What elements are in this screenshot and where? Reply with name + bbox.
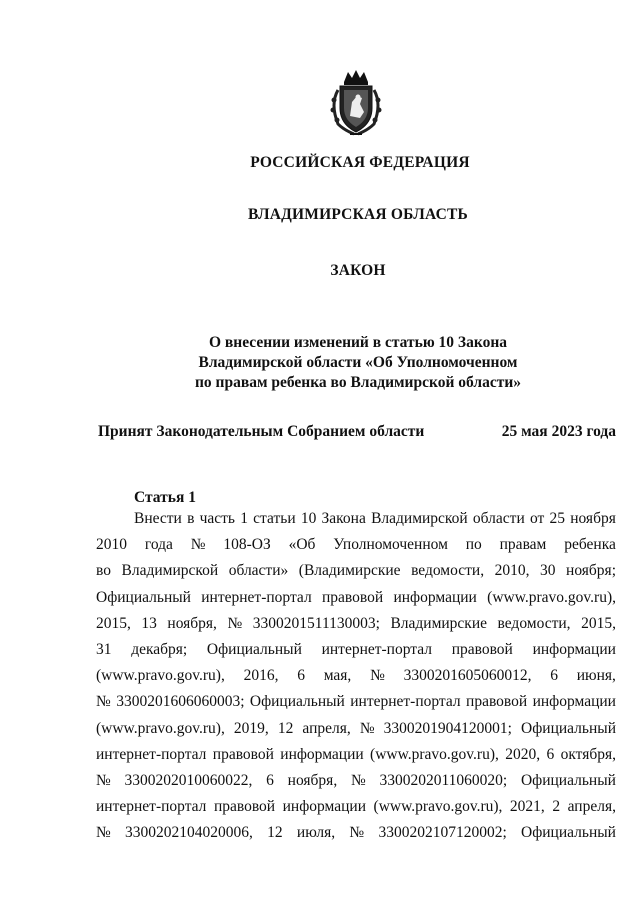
article-text-line: Внести в часть 1 статьи 10 Закона Владимирской области от 25 ноября xyxy=(134,510,616,527)
adoption-line xyxy=(98,423,616,441)
article-text-line: Официальный интернет-портал правовой информации (www.pravo.gov.ru), xyxy=(96,588,616,606)
law-title-line: О внесении изменений в статью 10 Закона xyxy=(208,334,508,351)
article-text-line: во Владимирской области» (Владимирские ведомости, 2010, 30 ноября; xyxy=(96,562,616,580)
coat-of-arms-icon xyxy=(324,68,388,138)
article-text-line: (www.pravo.gov.ru), 2016, 6 мая, № 3300201605060012, 6 июня, xyxy=(96,667,616,685)
region-heading: ВЛАДИМИРСКАЯ ОБЛАСТЬ xyxy=(248,206,468,223)
law-title-line: Владимирской области «Об Уполномоченном xyxy=(198,354,518,371)
adoption-date: 25 мая 2023 года xyxy=(501,423,616,440)
article-heading: Статья 1 xyxy=(134,489,196,506)
article-text-line: № 3300202104020006, 12 июля, № 3300202107120002; Официальный xyxy=(96,824,616,842)
document-type-heading: ЗАКОН xyxy=(330,262,386,279)
article-text-line: 2010 года № 108-ОЗ «Об Уполномоченном по правам ребенка xyxy=(96,536,616,554)
article-text-line: 2015, 13 ноября, № 3300201511130003; Владимирские ведомости, 2015, xyxy=(96,614,616,632)
article-text-line: интернет-портал правовой информации (www.pravo.gov.ru), 2021, 2 апреля, xyxy=(96,798,616,816)
article-text-line: № 3300202010060022, 6 ноября, № 3300202011060020; Официальный xyxy=(96,772,616,790)
country-heading: РОССИЙСКАЯ ФЕДЕРАЦИЯ xyxy=(250,154,470,171)
adopting-body: Принят Законодательным Собранием области xyxy=(98,423,425,440)
article-text-line: интернет-портал правовой информации (www.pravo.gov.ru), 2020, 6 октября, xyxy=(96,745,616,763)
article-text-line: № 3300201606060003; Официальный интернет-портал правовой информации xyxy=(96,693,616,711)
law-title xyxy=(0,333,640,393)
article-text-line: (www.pravo.gov.ru), 2019, 12 апреля, № 3300201904120001; Официальный xyxy=(96,719,616,737)
article-body xyxy=(96,506,616,847)
law-title-line: по правам ребенка во Владимирской области» xyxy=(194,374,522,391)
article-text-line: 31 декабря; Официальный интернет-портал правовой информации xyxy=(96,641,616,659)
